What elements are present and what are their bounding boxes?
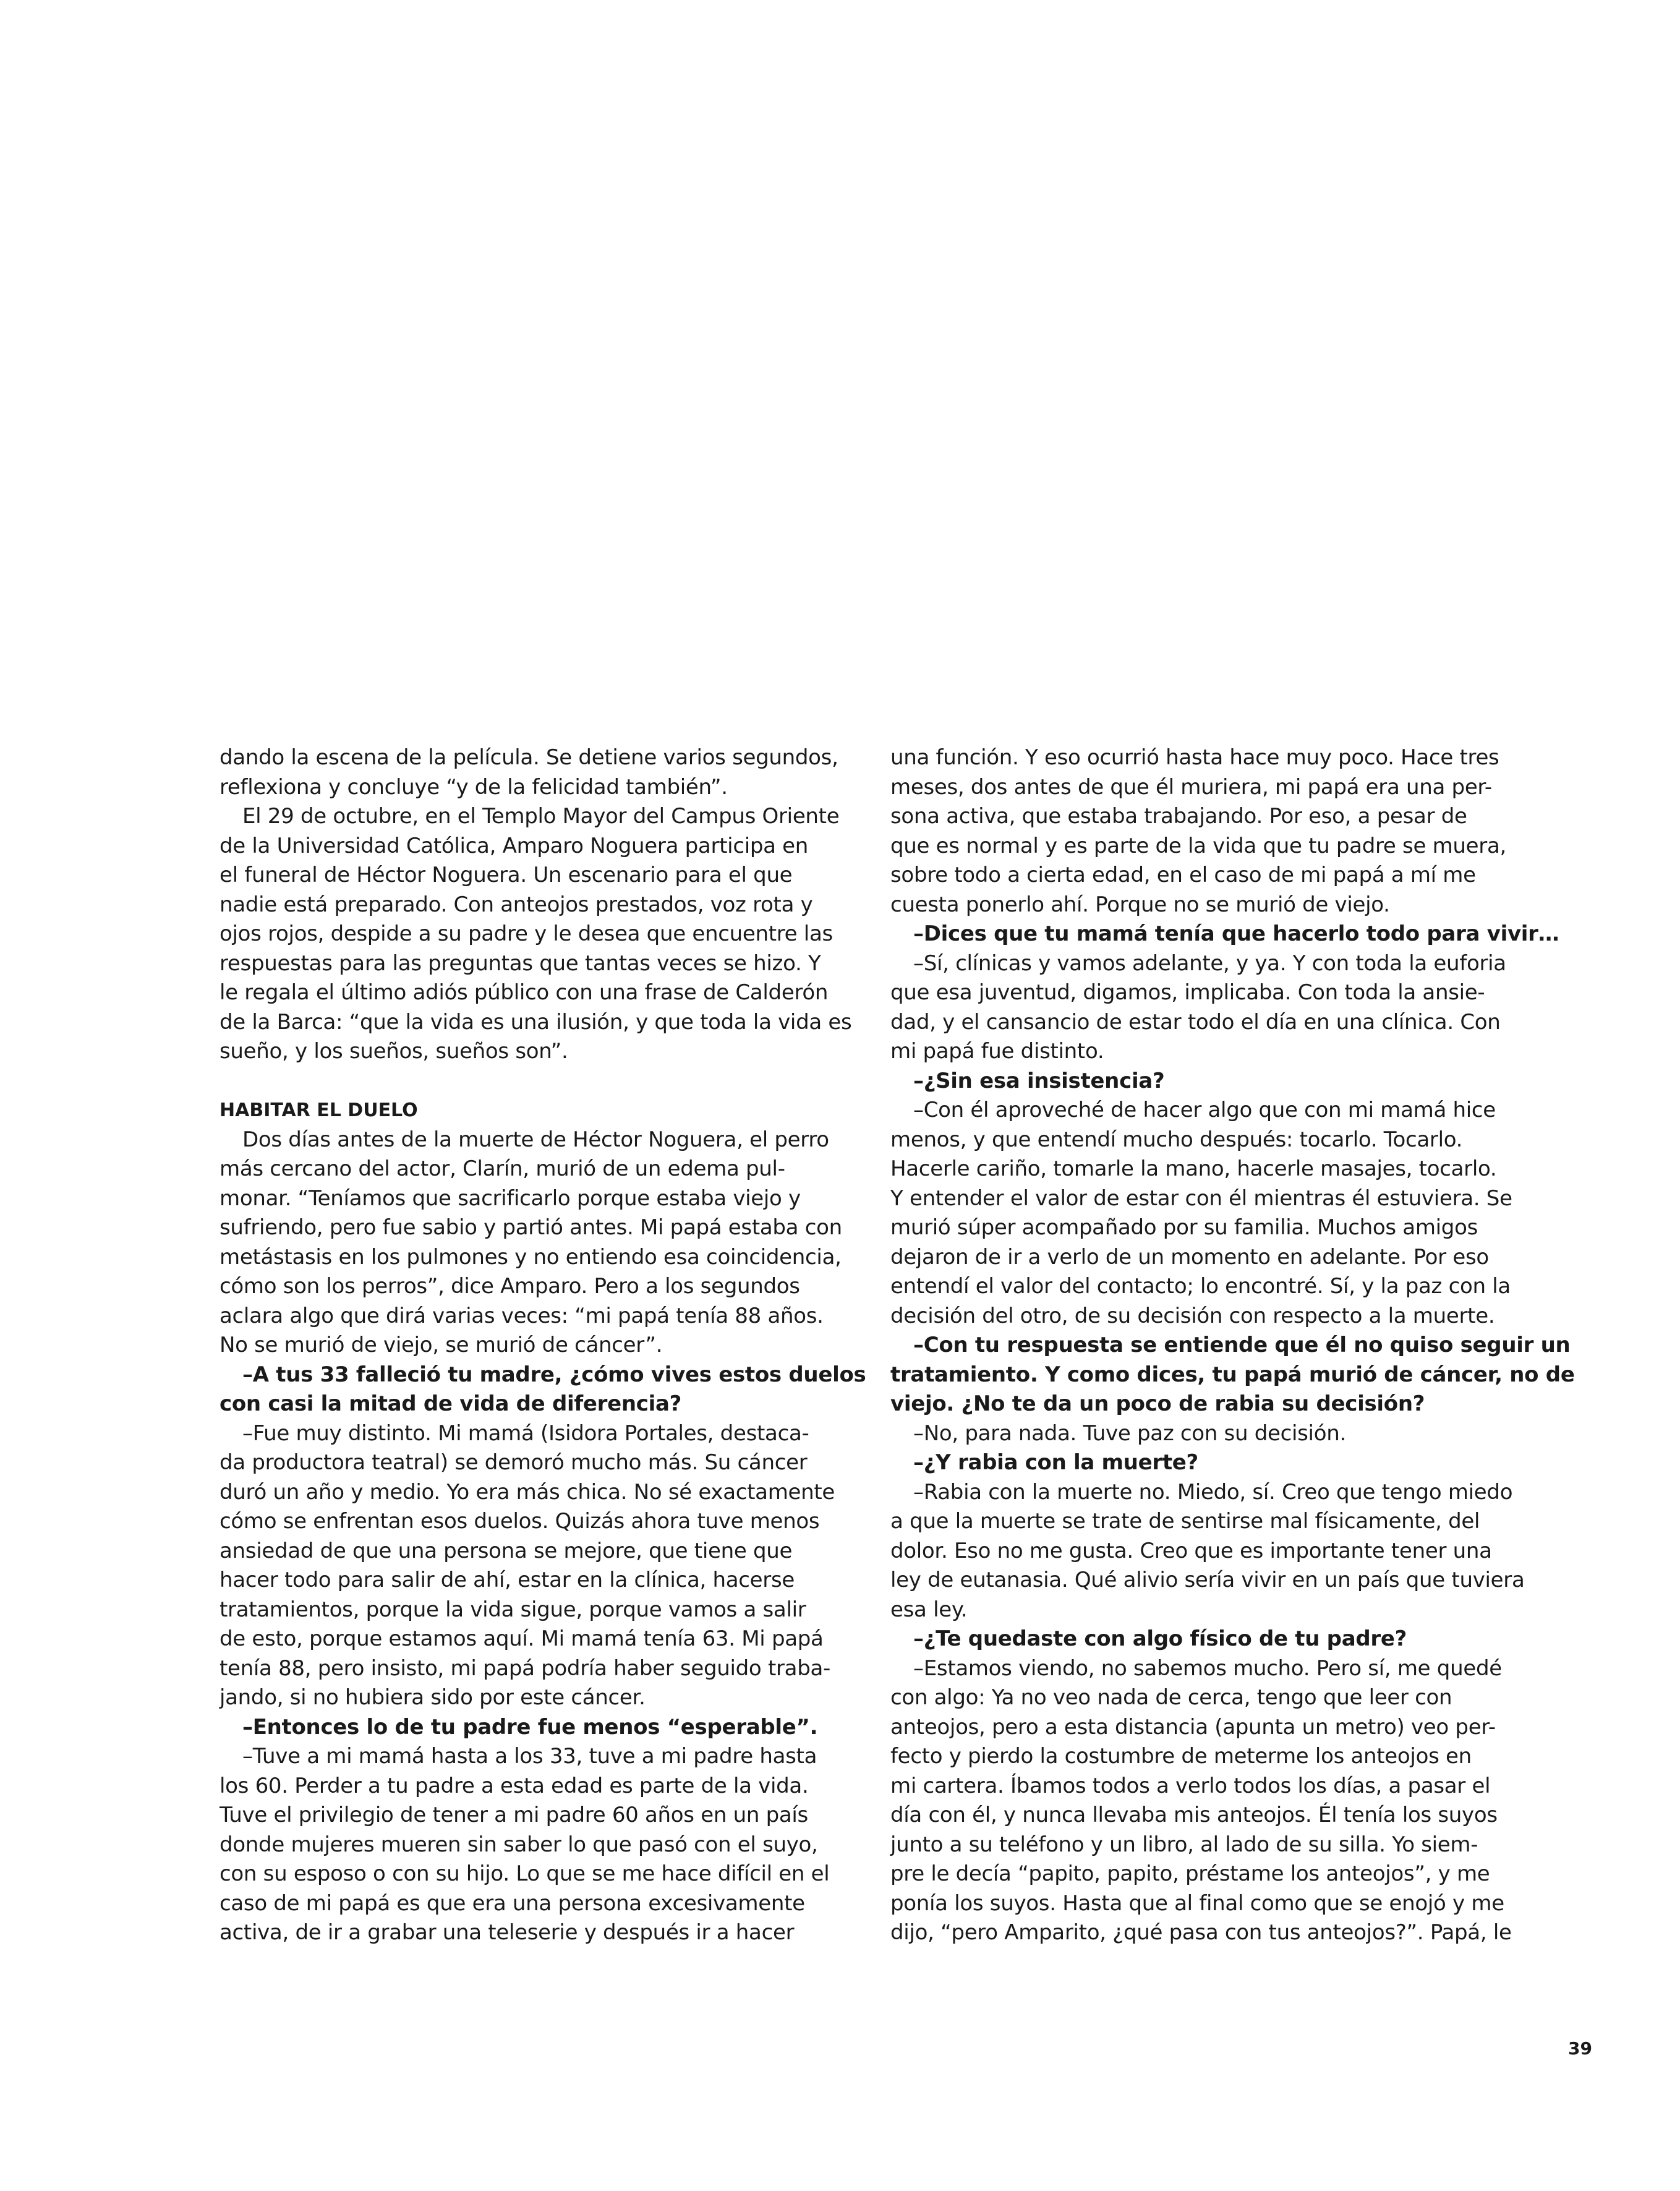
body-text-line: –Fue muy distinto. Mi mamá (Isidora Portales, destaca- <box>242 1420 809 1446</box>
body-text-line: –Rabia con la muerte no. Miedo, sí. Creo que tengo miedo <box>913 1479 1513 1505</box>
body-text-line: –No, para nada. Tuve paz con su decisión. <box>913 1420 1346 1446</box>
body-text-line: dolor. Eso no me gusta. Creo que es importante tener una <box>890 1538 1492 1563</box>
body-text-line: le regala el último adiós público con una frase de Calderón <box>220 980 829 1005</box>
body-text-line: dejaron de ir a verlo de un momento en adelante. Por eso <box>890 1244 1489 1270</box>
body-text-line: meses, dos antes de que él muriera, mi papá era una per- <box>890 774 1492 800</box>
body-text-line: activa, de ir a grabar una teleserie y después ir a hacer <box>220 1920 795 1945</box>
body-text-line: fecto y pierdo la costumbre de meterme los anteojos en <box>890 1744 1472 1769</box>
body-text-line: Tuve el privilegio de tener a mi padre 60 años en un país <box>220 1803 808 1827</box>
body-text-line: metástasis en los pulmones y no entiendo esa coincidencia, <box>220 1244 842 1270</box>
body-text-line: esa ley. <box>890 1597 968 1622</box>
body-text-line: –Sí, clínicas y vamos adelante, y ya. Y con toda la euforia <box>913 950 1506 976</box>
body-text-line: nadie está preparado. Con anteojos prestados, voz rota y <box>220 892 813 917</box>
body-text-line: Hacerle cariño, tomarle la mano, hacerle masajes, tocarlo. <box>890 1156 1497 1181</box>
body-text-line: –Tuve a mi mamá hasta a los 33, tuve a mi padre hasta <box>242 1744 817 1769</box>
body-text-line: entendí el valor del contacto; lo encontré. Sí, y la paz con la <box>890 1274 1511 1299</box>
body-text-line <box>220 1067 856 1096</box>
body-text-line: El 29 de octubre, en el Templo Mayor del Campus Oriente <box>242 804 840 829</box>
interview-question-line: –¿Te quedaste con algo físico de tu padre? <box>913 1626 1407 1651</box>
body-text-line: con su esposo o con su hijo. Lo que se me hace difícil en el <box>220 1861 830 1886</box>
body-text-line: ponía los suyos. Hasta que al final como que se enojó y me <box>890 1890 1504 1916</box>
body-text-line: menos, y que entendí mucho después: tocarlo. Tocarlo. <box>890 1127 1463 1152</box>
body-text-line: sona activa, que estaba trabajando. Por eso, a pesar de <box>890 804 1467 829</box>
body-text-line: caso de mi papá es que era una persona excesivamente <box>220 1890 805 1916</box>
body-text-line: sueño, y los sueños, sueños son”. <box>220 1039 568 1064</box>
body-text-line: Dos días antes de la muerte de Héctor Noguera, el perro <box>242 1127 829 1152</box>
body-text-line: mi papá fue distinto. <box>890 1039 1104 1064</box>
body-text-line: –Estamos viendo, no sabemos mucho. Pero sí, me quedé <box>913 1655 1502 1681</box>
body-text-line: junto a su teléfono y un libro, al lado de su silla. Yo siem- <box>890 1832 1478 1857</box>
body-text-line: el funeral de Héctor Noguera. Un escenario para el que <box>220 863 793 887</box>
body-text-line: cuesta ponerlo ahí. Porque no se murió de viejo. <box>890 892 1390 917</box>
body-text-line: donde mujeres mueren sin saber lo que pasó con el suyo, <box>220 1832 818 1857</box>
body-text-line: con algo: Ya no veo nada de cerca, tengo que leer con <box>890 1685 1452 1710</box>
interview-question-line: –¿Y rabia con la muerte? <box>913 1450 1198 1475</box>
body-text-line: una función. Y eso ocurrió hasta hace muy poco. Hace tres <box>890 745 1499 770</box>
body-text-line: los 60. Perder a tu padre a esta edad es parte de la vida. <box>220 1773 809 1798</box>
body-text-line: sobre todo a cierta edad, en el caso de mi papá a mí me <box>890 863 1476 887</box>
body-text-line: ansiedad de que una persona se mejore, que tiene que <box>220 1538 793 1563</box>
body-text-line: monar. “Teníamos que sacrificarlo porque estaba viejo y <box>220 1185 801 1211</box>
page-number: 39 <box>1568 2038 1592 2059</box>
body-text-line: a que la muerte se trate de sentirse mal físicamente, del <box>890 1509 1480 1534</box>
body-text-line: dad, y el cansancio de estar todo el día en una clínica. Con <box>890 1009 1501 1035</box>
body-text-line: jando, si no hubiera sido por este cáncer. <box>220 1685 646 1710</box>
body-text-line: día con él, y nunca llevaba mis anteojos. Él tenía los suyos <box>890 1803 1498 1827</box>
body-text-line: que es normal y es parte de la vida que tu padre se muera, <box>890 833 1506 858</box>
interview-question-line: –Dices que tu mamá tenía que hacerlo todo para vivir… <box>913 921 1559 946</box>
body-text-line: aclara algo que dirá varias veces: “mi papá tenía 88 años. <box>220 1303 824 1328</box>
interview-question-line: tratamiento. Y como dices, tu papá murió de cáncer, no de <box>890 1362 1575 1387</box>
body-text-line: pre le decía “papito, papito, préstame los anteojos”, y me <box>890 1861 1490 1886</box>
body-text-line: hacer todo para salir de ahí, estar en la clínica, hacerse <box>220 1568 795 1592</box>
interview-question-line: –Entonces lo de tu padre fue menos “esperable”. <box>242 1714 818 1740</box>
body-text-line: dijo, “pero Amparito, ¿qué pasa con tus anteojos?”. Papá, le <box>890 1920 1512 1945</box>
interview-question-line: viejo. ¿No te da un poco de rabia su decisión? <box>890 1391 1425 1416</box>
body-text-line: –Con él aproveché de hacer algo que con mi mamá hice <box>913 1098 1496 1122</box>
body-text-line: sufriendo, pero fue sabio y partió antes. Mi papá estaba con <box>220 1215 842 1240</box>
body-text-line: cómo se enfrentan esos duelos. Quizás ahora tuve menos <box>220 1509 820 1534</box>
interview-question-line: –Con tu respuesta se entiende que él no quiso seguir un <box>913 1333 1571 1357</box>
body-text-line: anteojos, pero a esta distancia (apunta un metro) veo per- <box>890 1714 1496 1740</box>
body-text-line: de la Universidad Católica, Amparo Noguera participa en <box>220 833 809 858</box>
body-text-line: reflexiona y concluye “y de la felicidad también”. <box>220 774 728 800</box>
body-text-line: ojos rojos, despide a su padre y le desea que encuentre las <box>220 921 833 946</box>
body-text-line: tenía 88, pero insisto, mi papá podría haber seguido traba- <box>220 1655 830 1681</box>
body-text-line: dando la escena de la película. Se detiene varios segundos, <box>220 745 838 770</box>
body-text-line: ley de eutanasia. Qué alivio sería vivir en un país que tuviera <box>890 1568 1525 1592</box>
interview-question-line: –A tus 33 falleció tu madre, ¿cómo vives estos duelos <box>242 1362 866 1387</box>
body-text-line: más cercano del actor, Clarín, murió de un edema pul- <box>220 1156 785 1181</box>
interview-question-line: –¿Sin esa insistencia? <box>913 1068 1165 1093</box>
body-text-line: murió súper acompañado por su familia. Muchos amigos <box>890 1215 1478 1240</box>
body-text-line: No se murió de viejo, se murió de cáncer”. <box>220 1333 663 1357</box>
body-text-line: da productora teatral) se demoró mucho más. Su cáncer <box>220 1450 808 1475</box>
body-text-line: respuestas para las preguntas que tantas veces se hizo. Y <box>220 950 821 976</box>
interview-question-line: con casi la mitad de vida de diferencia? <box>220 1391 682 1416</box>
right-column <box>890 743 1575 1948</box>
body-text-line: duró un año y medio. Yo era más chica. No sé exactamente <box>220 1479 835 1505</box>
body-text-line: que esa juventud, digamos, implicaba. Con toda la ansie- <box>890 980 1485 1005</box>
body-text-line: tratamientos, porque la vida sigue, porque vamos a salir <box>220 1597 806 1622</box>
body-text-line: de esto, porque estamos aquí. Mi mamá tenía 63. Mi papá <box>220 1626 824 1651</box>
body-text-line: de la Barca: “que la vida es una ilusión, y que toda la vida es <box>220 1009 852 1035</box>
body-text-line: cómo son los perros”, dice Amparo. Pero a los segundos <box>220 1274 800 1299</box>
body-text-line: decisión del otro, de su decisión con respecto a la muerte. <box>890 1303 1495 1328</box>
section-heading: HABITAR EL DUELO <box>220 1100 418 1121</box>
body-text-line: Y entender el valor de estar con él mientras él estuviera. Se <box>890 1185 1512 1211</box>
left-column <box>220 743 866 1948</box>
body-text-line: mi cartera. Íbamos todos a verlo todos los días, a pasar el <box>890 1773 1491 1798</box>
